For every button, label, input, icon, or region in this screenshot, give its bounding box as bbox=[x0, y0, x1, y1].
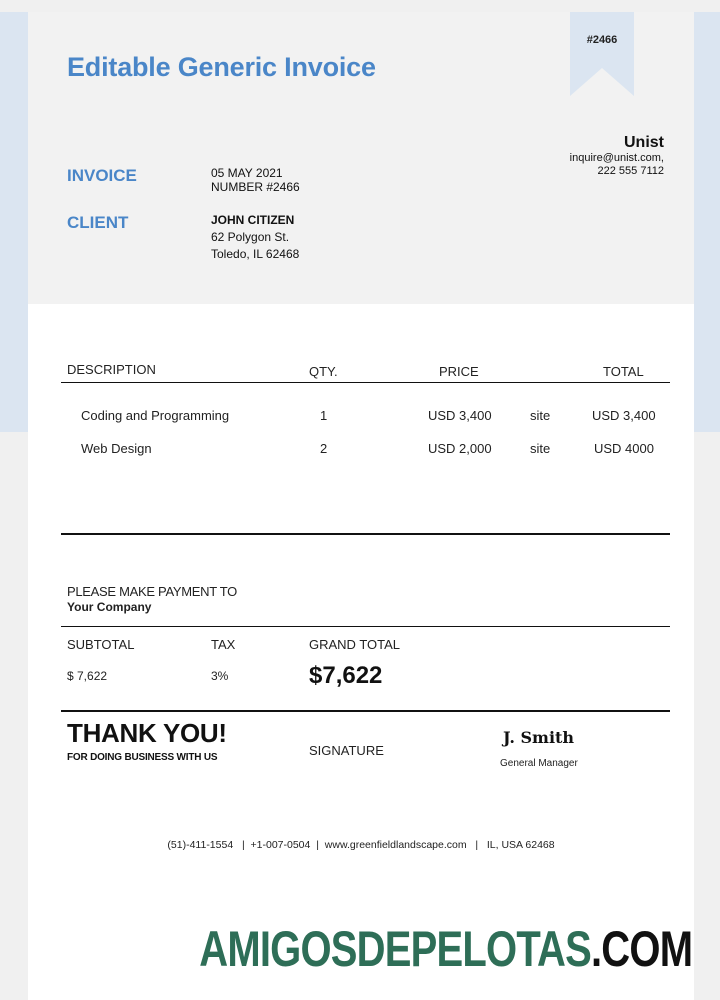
company-block bbox=[570, 134, 664, 178]
subtotal-label: SUBTOTAL bbox=[67, 637, 135, 652]
grand-total-value: $7,622 bbox=[309, 662, 383, 689]
thank-you-subtext: FOR DOING BUSINESS WITH US bbox=[67, 752, 218, 763]
payment-payee: Your Company bbox=[67, 600, 152, 614]
subtotal-value: $ 7,622 bbox=[67, 669, 108, 683]
column-header-qty: QTY. bbox=[309, 364, 338, 379]
row-total: USD 3,400 bbox=[592, 408, 656, 423]
row-qty: 1 bbox=[320, 408, 328, 423]
signer-title: General Manager bbox=[500, 758, 578, 769]
client-address-line2: Toledo, IL 62468 bbox=[211, 247, 300, 261]
company-email: inquire@unist.com, bbox=[569, 152, 664, 164]
signer-name: J. Smith bbox=[503, 728, 575, 747]
thank-you-heading: THANK YOU! bbox=[67, 718, 227, 748]
row-description: Web Design bbox=[81, 441, 152, 456]
row-price: USD 3,400 bbox=[428, 408, 492, 423]
footer-separator: | bbox=[316, 839, 319, 851]
row-price: USD 2,000 bbox=[428, 441, 492, 456]
footer-separator: | bbox=[241, 839, 245, 851]
column-header-description: DESCRIPTION bbox=[67, 362, 156, 377]
tax-label: TAX bbox=[211, 637, 236, 652]
company-phone: 222 555 7112 bbox=[597, 165, 664, 177]
footer-phone2: +1-007-0504 bbox=[250, 839, 311, 851]
row-description: Coding and Programming bbox=[81, 408, 230, 423]
client-name: JOHN CITIZEN bbox=[211, 213, 295, 227]
footer-separator: | bbox=[475, 839, 479, 851]
table-header-divider bbox=[61, 382, 670, 383]
right-decor-band bbox=[694, 12, 720, 432]
left-decor-band bbox=[0, 12, 28, 432]
payment-label: PLEASE MAKE PAYMENT TO bbox=[67, 584, 237, 599]
page-title: Editable Generic Invoice bbox=[67, 52, 376, 82]
row-unit: site bbox=[530, 408, 551, 423]
footer-location: IL, USA 62468 bbox=[486, 839, 555, 851]
company-name: Unist bbox=[624, 134, 664, 151]
row-total: USD 4000 bbox=[594, 441, 654, 456]
summary-divider bbox=[61, 710, 670, 712]
footer-phone1: (51)-411-1554 bbox=[167, 839, 234, 851]
client-label: CLIENT bbox=[67, 213, 129, 232]
signature-label: SIGNATURE bbox=[309, 743, 384, 758]
invoice-date: 05 MAY 2021 bbox=[211, 166, 283, 180]
footer-contact bbox=[28, 839, 694, 851]
watermark-suffix: .COM bbox=[590, 921, 692, 977]
site-watermark bbox=[199, 920, 692, 978]
tax-value: 3% bbox=[211, 669, 229, 683]
ribbon-invoice-number: #2466 bbox=[586, 34, 618, 46]
table-bottom-divider bbox=[61, 533, 670, 535]
footer-website: www.greenfieldlandscape.com bbox=[324, 839, 467, 851]
invoice-page bbox=[28, 12, 694, 1000]
row-unit: site bbox=[530, 441, 551, 456]
client-address-line1: 62 Polygon St. bbox=[211, 230, 290, 244]
row-qty: 2 bbox=[320, 441, 328, 456]
payment-divider bbox=[61, 626, 670, 627]
grand-total-label: GRAND TOTAL bbox=[309, 637, 401, 652]
invoice-label: INVOICE bbox=[67, 166, 137, 185]
column-header-total: TOTAL bbox=[603, 364, 644, 379]
invoice-number: NUMBER #2466 bbox=[211, 180, 300, 194]
watermark-main: AMIGOSDEPELOTAS bbox=[199, 921, 591, 977]
bookmark-ribbon-icon bbox=[570, 12, 634, 96]
column-header-price: PRICE bbox=[439, 364, 479, 379]
